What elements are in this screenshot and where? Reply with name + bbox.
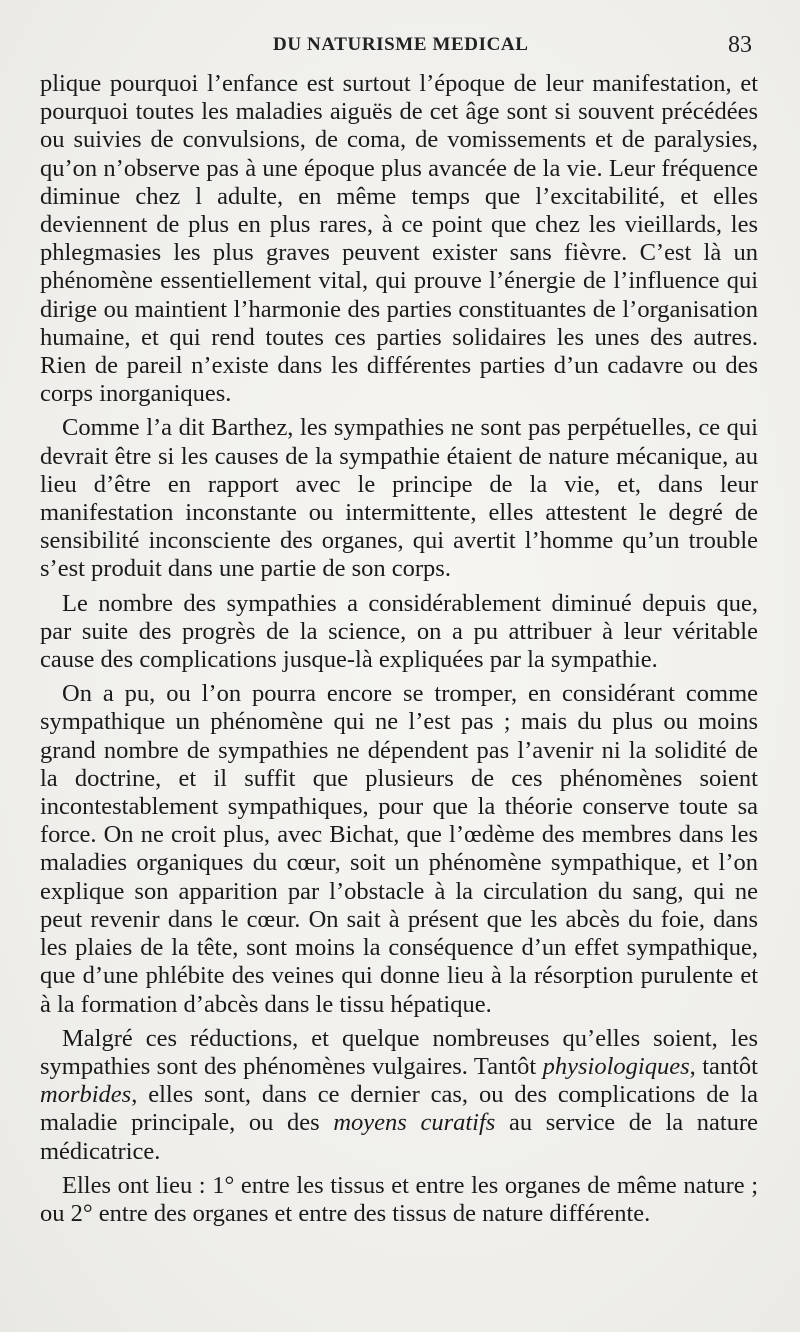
running-title: DU NATURISME MEDICAL (273, 34, 529, 55)
paragraph-2: Comme l’a dit Barthez, les sympathies ne sont pas perpétuelles, ce qui devrait être si les causes de la sympathie étaient de nature mécanique, au lieu d’être en rapport avec le principe de la vie, et, dans leur manifestation inconstante ou intermittente, elles attestent le degré de sensibilité inconsciente des organes, qui avertit l’homme qu’un trouble s’est produit dans une partie de son corps. (40, 414, 758, 583)
body-text (40, 70, 758, 1234)
paragraph-3: Le nombre des sympathies a considérablement diminué depuis que, par suite des progrès de la science, on a pu attribuer à leur véritable cause des complications jusque-là expliquées par la sympathie. (40, 589, 758, 674)
paragraph-6: Elles ont lieu : 1° entre les tissus et entre les organes de même nature ; ou 2° entre des organes et entre des tissus de nature différente. (40, 1171, 758, 1227)
paragraph-1: plique pourquoi l’enfance est surtout l’époque de leur manifestation, et pourquoi toutes les maladies aiguës de cet âge sont si souvent précédées ou suivies de convulsions, de coma, de vomissements et de paralysies, qu’on n’observe pas à une époque plus avancée de la vie. Leur fréquence diminue chez l adulte, en même temps que l’excitabilité, et elles deviennent de plus en plus rares, à ce point que chez les vieillards, les phlegmasies les plus graves peuvent exister sans fièvre. C’est là un phénomène essentiellement vital, qui prouve l’énergie de l’influence qui dirige ou maintient l’harmonie des parties constituantes de l’organisation humaine, et qui rend toutes ces parties solidaires les unes des autres. Rien de pareil n’existe dans les différentes parties d’un cadavre ou des corps inorganiques. (40, 70, 758, 408)
paragraph-4: On a pu, ou l’on pourra encore se tromper, en considérant comme sympathique un phénomène qui ne l’est pas ; mais du plus ou moins grand nombre de sympathies ne dépendent pas l’avenir ni la solidité de la doctrine, et il suffit que plusieurs de ces phénomènes soient incontestablement sympathiques, pour que la théorie conserve toute sa force. On ne croit plus, avec Bichat, que l’œdème des membres dans les maladies organiques du cœur, soit un phénomène sympathique, et l’on explique son apparition par l’obstacle à la circulation du sang, qui ne peut revenir dans le cœur. On sait à présent que les abcès du foie, dans les plaies de la tête, sont moins la conséquence d’un effet sympathique, que d’une phlébite des veines qui donne lieu à la résorption purulente et à la formation d’abcès dans le tissu hépatique. (40, 680, 758, 1018)
page-number: 83 (728, 32, 752, 58)
paragraph-5-text-mid-2: , elles sont, dans ce dernier cas, ou des complications de la maladie principale, ou des (40, 1081, 758, 1137)
paragraph-5 (40, 1025, 758, 1166)
italic-physiologiques: physiologiques (542, 1052, 690, 1080)
italic-morbides: morbides (40, 1081, 132, 1109)
paragraph-5-text-mid-1: , tantôt (689, 1052, 758, 1080)
paragraph-5-text-before: Malgré ces réductions, et quelque nombreuses qu’elles soient, les sympathies sont des phénomènes vulgaires. Tantôt (40, 1024, 758, 1080)
page-header (0, 32, 800, 62)
paragraph-5-text-after: au service de la nature médicatrice. (40, 1109, 759, 1165)
italic-moyens-curatifs: moyens curatifs (333, 1109, 496, 1137)
